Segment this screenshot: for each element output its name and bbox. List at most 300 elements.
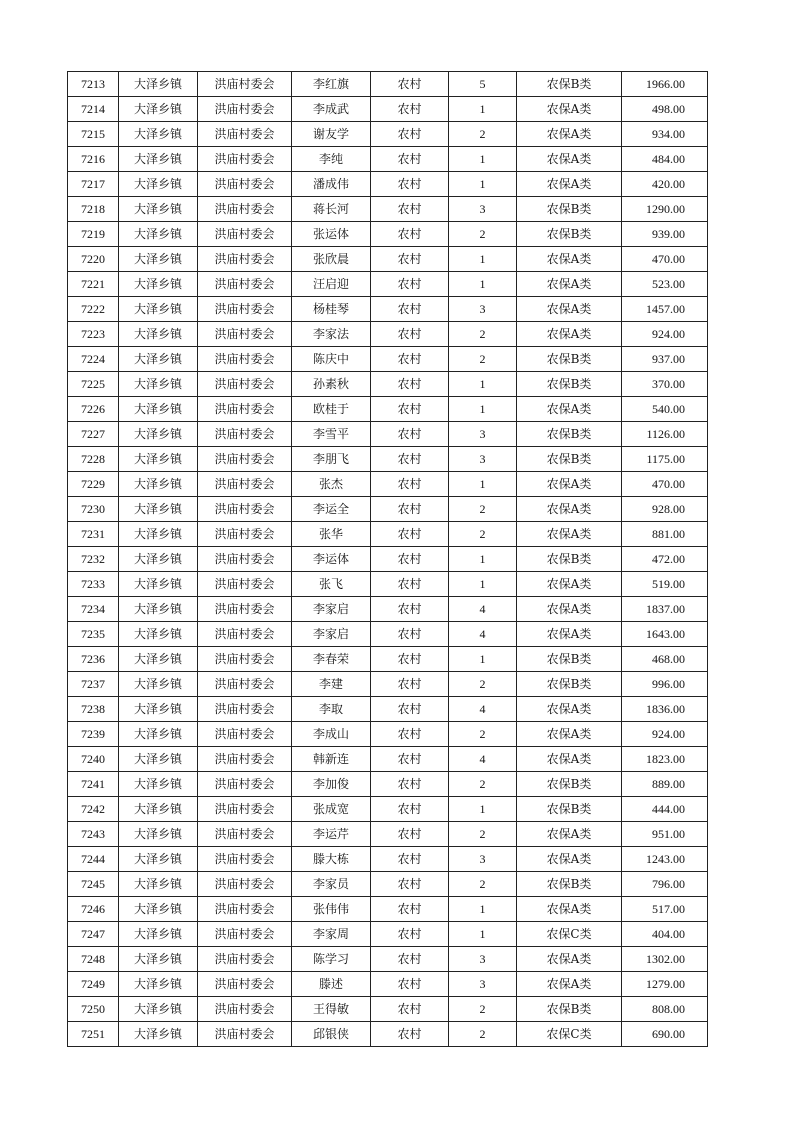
cell-name: 陈学习: [292, 947, 371, 972]
cell-village: 洪庙村委会: [198, 397, 292, 422]
cell-town: 大泽乡镇: [119, 72, 198, 97]
cell-count: 1: [449, 572, 517, 597]
cell-town: 大泽乡镇: [119, 372, 198, 397]
cell-id: 7240: [68, 747, 119, 772]
cell-amount: 928.00: [622, 497, 708, 522]
cell-count: 2: [449, 1022, 517, 1047]
cell-name: 李朋飞: [292, 447, 371, 472]
cell-village: 洪庙村委会: [198, 947, 292, 972]
cell-category: 农保A类: [517, 122, 622, 147]
table-row: [68, 822, 708, 847]
cell-amount: 420.00: [622, 172, 708, 197]
cell-type: 农村: [371, 272, 449, 297]
cell-village: 洪庙村委会: [198, 697, 292, 722]
cell-type: 农村: [371, 172, 449, 197]
table-row: [68, 447, 708, 472]
cell-id: 7242: [68, 797, 119, 822]
cell-town: 大泽乡镇: [119, 997, 198, 1022]
cell-count: 1: [449, 897, 517, 922]
cell-name: 李加俊: [292, 772, 371, 797]
cell-count: 2: [449, 522, 517, 547]
cell-id: 7234: [68, 597, 119, 622]
table-row: [68, 322, 708, 347]
cell-count: 2: [449, 772, 517, 797]
cell-name: 韩新连: [292, 747, 371, 772]
cell-category: 农保B类: [517, 372, 622, 397]
cell-name: 汪启迎: [292, 272, 371, 297]
cell-amount: 470.00: [622, 247, 708, 272]
cell-village: 洪庙村委会: [198, 897, 292, 922]
cell-id: 7232: [68, 547, 119, 572]
cell-town: 大泽乡镇: [119, 897, 198, 922]
cell-type: 农村: [371, 622, 449, 647]
cell-category: 农保A类: [517, 247, 622, 272]
cell-type: 农村: [371, 822, 449, 847]
cell-town: 大泽乡镇: [119, 322, 198, 347]
cell-type: 农村: [371, 572, 449, 597]
cell-id: 7225: [68, 372, 119, 397]
cell-village: 洪庙村委会: [198, 497, 292, 522]
cell-type: 农村: [371, 222, 449, 247]
cell-category: 农保B类: [517, 772, 622, 797]
cell-id: 7241: [68, 772, 119, 797]
cell-id: 7233: [68, 572, 119, 597]
cell-category: 农保A类: [517, 847, 622, 872]
cell-name: 李春荣: [292, 647, 371, 672]
cell-category: 农保A类: [517, 172, 622, 197]
cell-town: 大泽乡镇: [119, 522, 198, 547]
cell-village: 洪庙村委会: [198, 972, 292, 997]
cell-id: 7243: [68, 822, 119, 847]
cell-type: 农村: [371, 472, 449, 497]
cell-type: 农村: [371, 1022, 449, 1047]
cell-name: 李运体: [292, 547, 371, 572]
cell-id: 7230: [68, 497, 119, 522]
cell-category: 农保A类: [517, 297, 622, 322]
cell-type: 农村: [371, 397, 449, 422]
cell-category: 农保B类: [517, 72, 622, 97]
table-row: [68, 1022, 708, 1047]
cell-village: 洪庙村委会: [198, 922, 292, 947]
cell-village: 洪庙村委会: [198, 547, 292, 572]
cell-id: 7218: [68, 197, 119, 222]
cell-amount: 1457.00: [622, 297, 708, 322]
table-row: [68, 522, 708, 547]
cell-village: 洪庙村委会: [198, 622, 292, 647]
table-row: [68, 622, 708, 647]
table-row: [68, 222, 708, 247]
cell-id: 7251: [68, 1022, 119, 1047]
cell-amount: 540.00: [622, 397, 708, 422]
cell-amount: 951.00: [622, 822, 708, 847]
cell-name: 李运芹: [292, 822, 371, 847]
cell-town: 大泽乡镇: [119, 347, 198, 372]
cell-count: 1: [449, 372, 517, 397]
cell-name: 李红旗: [292, 72, 371, 97]
cell-count: 3: [449, 197, 517, 222]
cell-village: 洪庙村委会: [198, 147, 292, 172]
cell-amount: 1643.00: [622, 622, 708, 647]
cell-village: 洪庙村委会: [198, 247, 292, 272]
cell-amount: 934.00: [622, 122, 708, 147]
cell-village: 洪庙村委会: [198, 322, 292, 347]
table-row: [68, 172, 708, 197]
table-row: [68, 722, 708, 747]
cell-town: 大泽乡镇: [119, 722, 198, 747]
cell-village: 洪庙村委会: [198, 297, 292, 322]
cell-category: 农保B类: [517, 197, 622, 222]
cell-count: 4: [449, 622, 517, 647]
cell-category: 农保B类: [517, 347, 622, 372]
table-row: [68, 547, 708, 572]
cell-name: 张运体: [292, 222, 371, 247]
cell-name: 李家员: [292, 872, 371, 897]
table-row: [68, 147, 708, 172]
cell-category: 农保B类: [517, 872, 622, 897]
cell-count: 2: [449, 497, 517, 522]
cell-town: 大泽乡镇: [119, 647, 198, 672]
table-row: [68, 672, 708, 697]
cell-category: 农保A类: [517, 322, 622, 347]
cell-id: 7216: [68, 147, 119, 172]
table-row: [68, 297, 708, 322]
cell-category: 农保B类: [517, 797, 622, 822]
cell-name: 潘成伟: [292, 172, 371, 197]
table-row: [68, 972, 708, 997]
cell-category: 农保A类: [517, 97, 622, 122]
table-row: [68, 272, 708, 297]
cell-village: 洪庙村委会: [198, 722, 292, 747]
cell-name: 滕大栋: [292, 847, 371, 872]
cell-name: 李建: [292, 672, 371, 697]
table-row: [68, 72, 708, 97]
cell-type: 农村: [371, 72, 449, 97]
cell-id: 7214: [68, 97, 119, 122]
cell-amount: 1175.00: [622, 447, 708, 472]
cell-name: 欧桂于: [292, 397, 371, 422]
cell-town: 大泽乡镇: [119, 147, 198, 172]
cell-category: 农保C类: [517, 922, 622, 947]
cell-name: 杨桂琴: [292, 297, 371, 322]
cell-type: 农村: [371, 122, 449, 147]
cell-category: 农保A类: [517, 472, 622, 497]
cell-count: 2: [449, 222, 517, 247]
cell-amount: 924.00: [622, 722, 708, 747]
cell-type: 农村: [371, 747, 449, 772]
cell-village: 洪庙村委会: [198, 272, 292, 297]
cell-count: 2: [449, 672, 517, 697]
cell-town: 大泽乡镇: [119, 872, 198, 897]
table-body: [68, 72, 708, 1047]
cell-category: 农保A类: [517, 747, 622, 772]
cell-amount: 1302.00: [622, 947, 708, 972]
cell-village: 洪庙村委会: [198, 647, 292, 672]
cell-type: 农村: [371, 722, 449, 747]
cell-amount: 468.00: [622, 647, 708, 672]
cell-count: 3: [449, 847, 517, 872]
cell-town: 大泽乡镇: [119, 197, 198, 222]
cell-amount: 498.00: [622, 97, 708, 122]
cell-town: 大泽乡镇: [119, 97, 198, 122]
table-row: [68, 772, 708, 797]
cell-village: 洪庙村委会: [198, 222, 292, 247]
table-row: [68, 472, 708, 497]
cell-name: 李家周: [292, 922, 371, 947]
cell-count: 2: [449, 997, 517, 1022]
cell-id: 7235: [68, 622, 119, 647]
cell-id: 7221: [68, 272, 119, 297]
cell-category: 农保B类: [517, 647, 622, 672]
cell-type: 农村: [371, 647, 449, 672]
cell-amount: 472.00: [622, 547, 708, 572]
cell-id: 7247: [68, 922, 119, 947]
cell-name: 蒋长河: [292, 197, 371, 222]
cell-count: 1: [449, 272, 517, 297]
cell-count: 1: [449, 547, 517, 572]
table-row: [68, 247, 708, 272]
cell-amount: 517.00: [622, 897, 708, 922]
cell-id: 7215: [68, 122, 119, 147]
cell-town: 大泽乡镇: [119, 847, 198, 872]
cell-town: 大泽乡镇: [119, 922, 198, 947]
table-row: [68, 697, 708, 722]
table-row: [68, 847, 708, 872]
table-row: [68, 197, 708, 222]
table-row: [68, 747, 708, 772]
cell-count: 5: [449, 72, 517, 97]
table-row: [68, 997, 708, 1022]
cell-category: 农保A类: [517, 497, 622, 522]
cell-id: 7229: [68, 472, 119, 497]
cell-name: 谢友学: [292, 122, 371, 147]
cell-village: 洪庙村委会: [198, 472, 292, 497]
cell-town: 大泽乡镇: [119, 797, 198, 822]
cell-category: 农保A类: [517, 272, 622, 297]
cell-id: 7222: [68, 297, 119, 322]
cell-name: 陈庆中: [292, 347, 371, 372]
table-row: [68, 647, 708, 672]
cell-category: 农保A类: [517, 897, 622, 922]
cell-town: 大泽乡镇: [119, 672, 198, 697]
cell-type: 农村: [371, 597, 449, 622]
cell-name: 李雪平: [292, 422, 371, 447]
cell-town: 大泽乡镇: [119, 1022, 198, 1047]
cell-town: 大泽乡镇: [119, 497, 198, 522]
cell-count: 1: [449, 922, 517, 947]
cell-category: 农保A类: [517, 822, 622, 847]
cell-id: 7226: [68, 397, 119, 422]
cell-category: 农保A类: [517, 147, 622, 172]
cell-name: 张伟伟: [292, 897, 371, 922]
cell-type: 农村: [371, 797, 449, 822]
cell-town: 大泽乡镇: [119, 472, 198, 497]
cell-category: 农保B类: [517, 447, 622, 472]
cell-village: 洪庙村委会: [198, 172, 292, 197]
table-row: [68, 347, 708, 372]
cell-village: 洪庙村委会: [198, 772, 292, 797]
cell-amount: 924.00: [622, 322, 708, 347]
cell-name: 李家启: [292, 622, 371, 647]
cell-amount: 1290.00: [622, 197, 708, 222]
cell-count: 2: [449, 822, 517, 847]
cell-town: 大泽乡镇: [119, 272, 198, 297]
cell-id: 7245: [68, 872, 119, 897]
cell-village: 洪庙村委会: [198, 372, 292, 397]
cell-type: 农村: [371, 297, 449, 322]
cell-category: 农保B类: [517, 422, 622, 447]
cell-town: 大泽乡镇: [119, 772, 198, 797]
cell-id: 7228: [68, 447, 119, 472]
cell-id: 7248: [68, 947, 119, 972]
cell-amount: 796.00: [622, 872, 708, 897]
table-row: [68, 372, 708, 397]
cell-town: 大泽乡镇: [119, 697, 198, 722]
cell-town: 大泽乡镇: [119, 247, 198, 272]
cell-village: 洪庙村委会: [198, 1022, 292, 1047]
cell-town: 大泽乡镇: [119, 547, 198, 572]
cell-town: 大泽乡镇: [119, 297, 198, 322]
cell-type: 农村: [371, 322, 449, 347]
cell-amount: 370.00: [622, 372, 708, 397]
cell-id: 7213: [68, 72, 119, 97]
cell-village: 洪庙村委会: [198, 997, 292, 1022]
cell-count: 3: [449, 297, 517, 322]
cell-count: 1: [449, 647, 517, 672]
cell-id: 7227: [68, 422, 119, 447]
cell-name: 孙素秋: [292, 372, 371, 397]
cell-village: 洪庙村委会: [198, 747, 292, 772]
cell-town: 大泽乡镇: [119, 572, 198, 597]
relief-roster-table: [67, 71, 708, 1047]
cell-type: 农村: [371, 497, 449, 522]
cell-count: 1: [449, 147, 517, 172]
cell-type: 农村: [371, 772, 449, 797]
cell-name: 张欣晨: [292, 247, 371, 272]
cell-type: 农村: [371, 547, 449, 572]
cell-amount: 1966.00: [622, 72, 708, 97]
cell-category: 农保C类: [517, 1022, 622, 1047]
cell-amount: 1279.00: [622, 972, 708, 997]
cell-category: 农保B类: [517, 997, 622, 1022]
cell-town: 大泽乡镇: [119, 822, 198, 847]
cell-village: 洪庙村委会: [198, 672, 292, 697]
cell-id: 7224: [68, 347, 119, 372]
cell-town: 大泽乡镇: [119, 447, 198, 472]
cell-village: 洪庙村委会: [198, 72, 292, 97]
cell-category: 农保A类: [517, 597, 622, 622]
cell-amount: 1837.00: [622, 597, 708, 622]
cell-name: 滕述: [292, 972, 371, 997]
cell-amount: 1126.00: [622, 422, 708, 447]
table-row: [68, 797, 708, 822]
cell-village: 洪庙村委会: [198, 597, 292, 622]
cell-type: 农村: [371, 897, 449, 922]
cell-name: 张华: [292, 522, 371, 547]
cell-count: 4: [449, 697, 517, 722]
cell-count: 4: [449, 597, 517, 622]
cell-name: 李运全: [292, 497, 371, 522]
cell-amount: 996.00: [622, 672, 708, 697]
cell-count: 3: [449, 422, 517, 447]
cell-id: 7246: [68, 897, 119, 922]
cell-village: 洪庙村委会: [198, 447, 292, 472]
cell-amount: 889.00: [622, 772, 708, 797]
cell-id: 7250: [68, 997, 119, 1022]
cell-amount: 937.00: [622, 347, 708, 372]
cell-name: 王得敏: [292, 997, 371, 1022]
cell-type: 农村: [371, 522, 449, 547]
cell-amount: 519.00: [622, 572, 708, 597]
cell-count: 3: [449, 947, 517, 972]
cell-town: 大泽乡镇: [119, 397, 198, 422]
cell-name: 邱银侠: [292, 1022, 371, 1047]
cell-village: 洪庙村委会: [198, 522, 292, 547]
cell-town: 大泽乡镇: [119, 597, 198, 622]
cell-category: 农保A类: [517, 572, 622, 597]
cell-count: 1: [449, 247, 517, 272]
cell-amount: 444.00: [622, 797, 708, 822]
cell-town: 大泽乡镇: [119, 172, 198, 197]
cell-category: 农保A类: [517, 722, 622, 747]
cell-amount: 808.00: [622, 997, 708, 1022]
cell-village: 洪庙村委会: [198, 872, 292, 897]
cell-village: 洪庙村委会: [198, 797, 292, 822]
cell-id: 7236: [68, 647, 119, 672]
cell-amount: 690.00: [622, 1022, 708, 1047]
cell-id: 7239: [68, 722, 119, 747]
cell-category: 农保B类: [517, 222, 622, 247]
cell-town: 大泽乡镇: [119, 422, 198, 447]
cell-name: 李家启: [292, 597, 371, 622]
cell-town: 大泽乡镇: [119, 972, 198, 997]
table-row: [68, 422, 708, 447]
cell-id: 7220: [68, 247, 119, 272]
cell-amount: 1243.00: [622, 847, 708, 872]
cell-id: 7244: [68, 847, 119, 872]
cell-type: 农村: [371, 147, 449, 172]
cell-id: 7217: [68, 172, 119, 197]
cell-type: 农村: [371, 922, 449, 947]
cell-town: 大泽乡镇: [119, 122, 198, 147]
cell-name: 李成山: [292, 722, 371, 747]
cell-id: 7219: [68, 222, 119, 247]
cell-id: 7238: [68, 697, 119, 722]
cell-count: 2: [449, 872, 517, 897]
cell-village: 洪庙村委会: [198, 347, 292, 372]
cell-count: 3: [449, 447, 517, 472]
cell-type: 农村: [371, 97, 449, 122]
table-row: [68, 872, 708, 897]
cell-type: 农村: [371, 972, 449, 997]
cell-type: 农村: [371, 372, 449, 397]
cell-type: 农村: [371, 997, 449, 1022]
cell-category: 农保A类: [517, 522, 622, 547]
cell-id: 7231: [68, 522, 119, 547]
cell-name: 李家法: [292, 322, 371, 347]
cell-town: 大泽乡镇: [119, 747, 198, 772]
table-row: [68, 572, 708, 597]
table-row: [68, 597, 708, 622]
cell-type: 农村: [371, 947, 449, 972]
cell-count: 1: [449, 97, 517, 122]
cell-name: 张杰: [292, 472, 371, 497]
cell-type: 农村: [371, 447, 449, 472]
cell-count: 2: [449, 122, 517, 147]
cell-town: 大泽乡镇: [119, 222, 198, 247]
cell-category: 农保A类: [517, 397, 622, 422]
cell-village: 洪庙村委会: [198, 122, 292, 147]
cell-amount: 1836.00: [622, 697, 708, 722]
